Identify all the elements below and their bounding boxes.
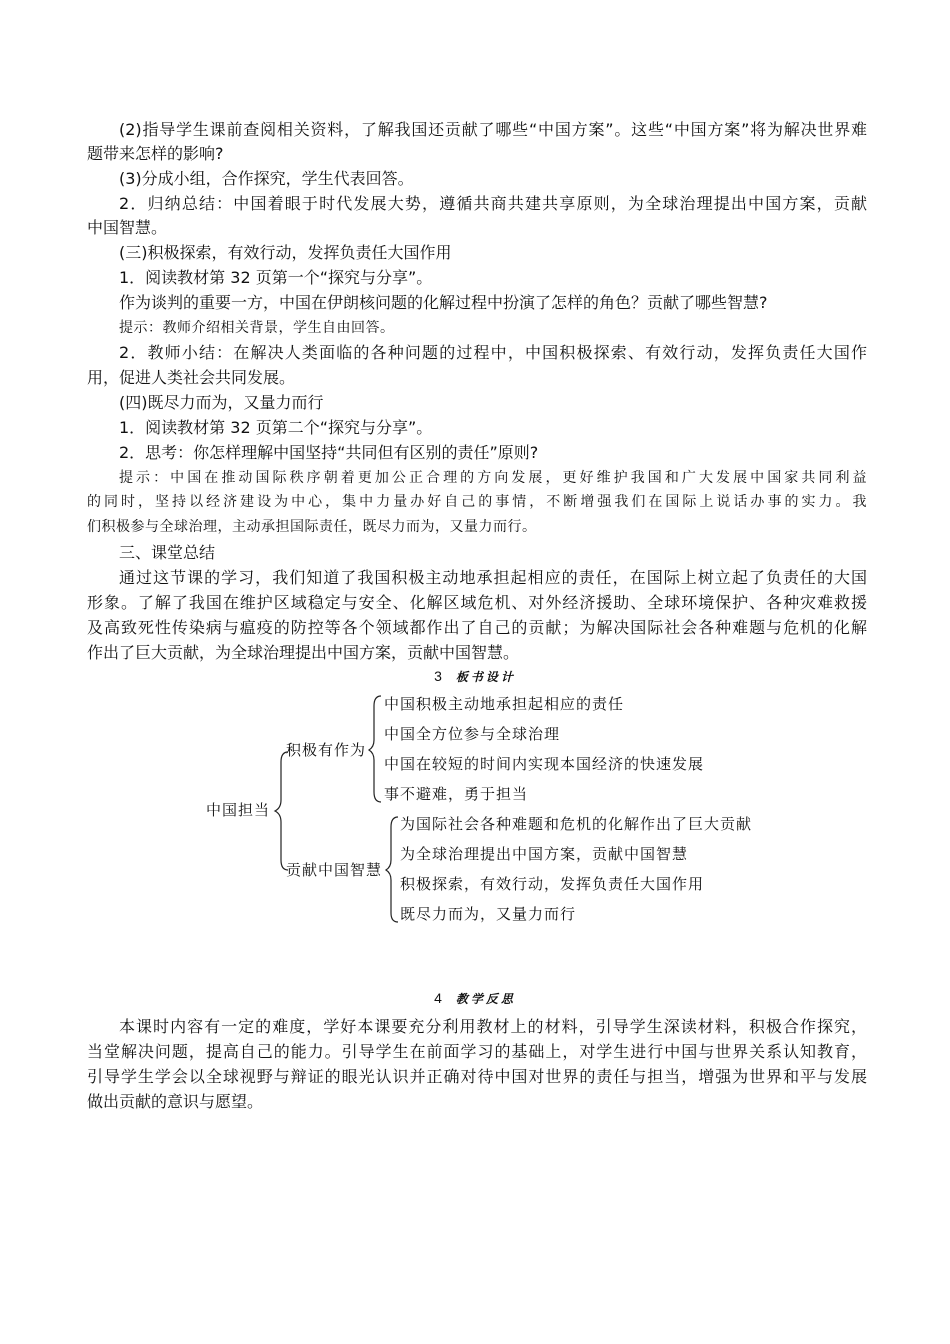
board-item: 中国在较短的时间内实现本国经济的快速发展 [384, 755, 705, 773]
text-line: 形象。了解了我国在维护区域稳定与安全、化解区域危机、对外经济援助、全球环境保护、各种灾难救援 [87, 593, 867, 612]
text-line: (3)分成小组，合作探究，学生代表回答。 [119, 169, 414, 188]
board-branch-label: 积极有作为 [286, 741, 367, 759]
hint-line: 的同时，坚持以经济建设为中心，集中力量办好自己的事情，不断增强我们在国际上说话办事的实力。我 [87, 494, 867, 510]
section-number: 4 [434, 990, 442, 1006]
board-root: 中国担当 [206, 801, 271, 819]
text-line: 1．阅读教材第 32 页第二个“探究与分享”。 [119, 418, 433, 437]
section-heading: 三、课堂总结 [119, 543, 216, 562]
section-title: 教学反思 [455, 992, 516, 1006]
board-item: 既尽力而为，又量力而行 [400, 905, 577, 923]
text-line: 题带来怎样的影响? [87, 144, 224, 163]
board-branch-label: 贡献中国智慧 [286, 861, 383, 879]
hint-line: 提示：教师介绍相关背景，学生自由回答。 [119, 320, 395, 336]
text-line: 2．教师小结：在解决人类面临的各种问题的过程中，中国积极探索、有效行动，发挥负责任大国作 [119, 343, 867, 362]
section-title: 板书设计 [455, 670, 516, 684]
text-line: 作出了巨大贡献，为全球治理提出中国方案，贡献中国智慧。 [87, 643, 520, 662]
subsection-heading: (三)积极探索，有效行动，发挥负责任大国作用 [119, 243, 452, 262]
board-item: 事不避难，勇于担当 [384, 785, 529, 803]
board-item: 为全球治理提出中国方案，贡献中国智慧 [400, 845, 689, 863]
text-line: 引导学生学会以全球视野与辩证的眼光认识并正确对待中国对世界的责任与担当，增强为世界和平与发展 [87, 1067, 867, 1086]
hint-line: 提示：中国在推动国际秩序朝着更加公正合理的方向发展，更好维护我国和广大发展中国家共同利益 [119, 470, 867, 486]
board-item: 中国全方位参与全球治理 [384, 725, 561, 743]
text-line: 作为谈判的重要一方，中国在伊朗核问题的化解过程中扮演了怎样的角色？贡献了哪些智慧? [119, 293, 768, 312]
text-line: 1．阅读教材第 32 页第一个“探究与分享”。 [119, 268, 433, 287]
text-line: 中国智慧。 [87, 218, 168, 237]
hint-line: 们积极参与全球治理，主动承担国际责任，既尽力而为，又量力而行。 [87, 519, 537, 535]
text-line: 2．思考：你怎样理解中国坚持“共同但有区别的责任”原则? [119, 443, 539, 462]
text-line: (2)指导学生课前查阅相关资料，了解我国还贡献了哪些“中国方案”。这些“中国方案”将为解决世界难 [119, 120, 867, 139]
branch1-brace [369, 696, 381, 802]
text-line: 当堂解决问题，提高自己的能力。引导学生在前面学习的基础上，对学生进行中国与世界关系认知教育， [87, 1042, 867, 1061]
text-line: 用，促进人类社会共同发展。 [87, 368, 296, 387]
text-line: 本课时内容有一定的难度，学好本课要充分利用教材上的材料，引导学生深读材料，积极合作探究， [119, 1017, 867, 1036]
text-line: 做出贡献的意识与愿望。 [87, 1092, 264, 1111]
branch2-brace [386, 817, 398, 922]
board-item: 中国积极主动地承担起相应的责任 [384, 695, 625, 713]
subsection-heading: (四)既尽力而为，又量力而行 [119, 393, 324, 412]
reflection-title [0, 988, 950, 1009]
board-item: 积极探索，有效行动，发挥负责任大国作用 [400, 875, 705, 893]
section-number: 3 [434, 668, 442, 684]
text-line: 及高致死性传染病与瘟疫的防控等各个领域都作出了自己的贡献；为解决国际社会各种难题与危机的化解 [87, 618, 867, 637]
root-brace [275, 752, 288, 870]
board-item: 为国际社会各种难题和危机的化解作出了巨大贡献 [400, 815, 753, 833]
text-line: 2．归纳总结：中国着眼于时代发展大势，遵循共商共建共享原则，为全球治理提出中国方案，贡献 [119, 194, 867, 213]
text-line: 通过这节课的学习，我们知道了我国积极主动地承担起相应的责任，在国际上树立起了负责任的大国 [119, 568, 867, 587]
